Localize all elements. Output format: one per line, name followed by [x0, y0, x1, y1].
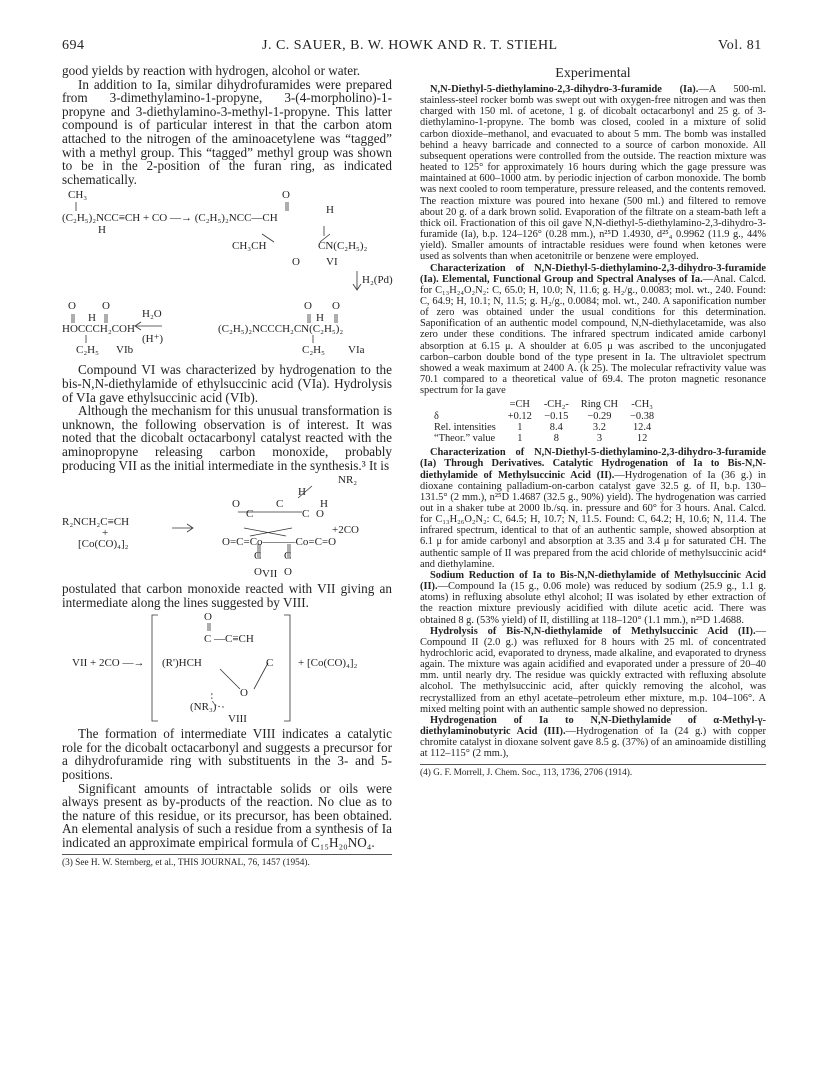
cobalt-core: O=C=Co———Co=C=O	[222, 536, 337, 549]
subheading: Hydrogenation of Ia to N,N-Diethylamide of α-Methyl-γ-diethylaminobutyric Acid (III).	[420, 714, 766, 738]
carbon-label: C	[246, 508, 254, 521]
compound-VIa-formula: (C₂H₅)₂NCCCH₂CN(C₂H₅)₂	[218, 323, 344, 336]
paragraph: postulated that carbon monoxide reacted with VII giving an intermediate along the lines suggested by VIII.	[62, 581, 392, 610]
table-cell: 12	[636, 432, 648, 444]
experimental-paragraph	[420, 626, 766, 715]
alkyne-fragment: —C≡CH	[214, 633, 254, 646]
hydrogen-label: H	[298, 486, 306, 499]
table-cell: 8.4	[549, 421, 563, 433]
carbon-label: C	[284, 550, 292, 563]
carbonyl-o: O	[332, 300, 340, 313]
reagent-label: (H⁺)	[142, 333, 164, 346]
reaction-equation: (C₂H₅)₂NCC≡CH + CO —→ (C₂H₅)₂NCC—CH	[62, 212, 278, 225]
paragraph-body: —Anal. Calcd. for C₁₃H₂₄O₂N₂: C, 65.0; H, 10.0; N, 11.6; g. H₂/g., 0.0083; mol. wt., 240. Found: C, 64.9; H, 10.1; N, 11.5; g. H₂/g., 0.0084; mol. wt., 240. A saponification number of zero was obtained under the usual conditions for this determination. Saponification of an authentic model compound, N,N-diethylacetamide, was also zero under these conditions. The infrared spectrum indicated amide carbonyl absorption at 6.15 μ. A shoulder at 6.05 μ was ascribed to the unconjugated carbon–carbon double bond of the type present in Ia. The ultraviolet spectrum showed a weak maximum at 2400 A. (k 25). The molecular refractivity value was 70.1 compared to a theoretical value of 69.4. The proton magnetic resonance spectrum for Ia gave	[420, 273, 766, 397]
table-header-row	[434, 399, 660, 410]
compound-label-VIII: VIII	[228, 713, 247, 726]
carbon-label: C	[302, 508, 310, 521]
hydrogen-label: H	[316, 312, 324, 325]
cobalt-carbonyl: [Co(CO)₄]₂	[78, 538, 129, 551]
paragraph: In addition to Ia, similar dihydrofuramides were prepared from 3-dimethylamino-1-propyne, 3-(4-morpholino)-1-propyne and 3-diethylamino-3-methyl-1-propyne. This latter compound is of particular interest in that the carbon atom attached to the nitrogen of the aminoacetylene was “tagged” with a methyl group. This “tagged” methyl group was shown to be in the 2-position of the furan ring, as indicated schematically.	[62, 76, 392, 187]
hydrogen-label: H	[326, 204, 334, 217]
amine-group: NR₂	[338, 474, 358, 487]
paragraph-body: —Hydrogenation of Ia (36 g.) in dioxane containing palladium-on-carbon catalyst gave 32.5 g. of II, b.p. 130–131.5° (2 mm.), n²⁵D 1.4687 (32.5 g., 90%) yield). The hydrogenation was carried out in a shaker tube at 2000 lb./sq. in. pressure and 60° for 3 hours. Anal. Calcd. for C₁₃H₂₆O₂N₂: C, 64.5; H, 10.7; N, 11.5. Found: C, 64.2; H, 10.6; N, 11.4. The infrared spectrum, identical to that of an authentic sample, showed absorption at 6.1 μ for amide carbonyl and absorption at 3.35 and 3.4 μ for saturated CH. The authentic sample of II was prepared from the acid chloride of methylsuccinic acid⁴ and diethylamine.	[420, 469, 766, 570]
paragraph-body: —Compound Ia (15 g., 0.06 mole) was reduced by sodium (25.9 g., 1.1 g. atoms) in refluxing absolute ethyl alcohol; II was isolated by ether extraction of the reaction mixture previously acidified with dilute acetic acid. There was obtained 8 g. (53% yield) of II, distilling at 118–120° (1.1 mm.), n²⁵D 1.4688.	[420, 581, 766, 626]
paragraph-body: —A 500-ml. stainless-steel rocker bomb was swept out with oxygen-free nitrogen and was then charged with 150 ml. of acetone, 1 g. of dicobalt octacarbonyl and 25 g. of 3-diethylamino-1-propyne. The bomb was closed, cooled in a mixture of solid carbon dioxide–methanol, and evacuated to about 5 mm. The bomb was installed behind a heavy barricade and connected to a source of carbon monoxide. All subsequent operations were controlled from the outside. The reaction mixture was heated to 125° for approximately 16 hours during which the gage pressure was maintained at 600–1000 atm. by periodic injection of carbon monoxide. The bomb was next cooled to room temperature, pressure released, and the contents removed. The reaction mixture was poured into hexane (500 ml.) and filtered to remove about 20 g. of a dark brown solid. Evaporation of the filtrate on a steam-bath left a thick oil. Fractionation of this oil gave N,N-diethyl-5-diethylamino-2,3-dihydro-3-furamide (Ia), b.p. 124–126° (0.28 mm.), n²⁵D 1.4930, d²⁵₄ 0.9962 (11.9 g., 44% yield). Smaller amounts of intractable residues were found when ketones were used as solvents than when acetonitrile or benzene were employed.	[420, 84, 766, 263]
plus-sign: +	[102, 527, 109, 540]
ethyl-label: C₂H₅	[302, 344, 325, 357]
amine-group: (NR₃)	[190, 701, 217, 714]
carbonyl-o: O	[204, 611, 212, 624]
table-cell: 1	[517, 421, 523, 433]
page-number: 694	[62, 38, 85, 53]
experimental-paragraph	[420, 84, 766, 263]
subheading: Characterization of N,N-Diethyl-5-diethylamino-2,3-dihydro-3-furamide (Ia). Elemental, Functional Group and Spectral Analyses of Ia.	[420, 262, 766, 285]
volume-label: Vol. 81	[718, 38, 762, 53]
table-header: =CH	[509, 399, 530, 411]
reaction-scheme-3	[62, 609, 392, 727]
ethyl-label: C₂H₅	[76, 344, 99, 357]
table-header: -CH₃	[631, 399, 653, 411]
left-column	[62, 64, 392, 869]
paragraph-body: —Hydrogenation of Ia (24 g.) with copper chromite catalyst in dioxane solvent gave 8.5 g. (37%) of an aminoamide distilling at 112–115° (2 mm.),	[420, 726, 766, 760]
table-cell: 8	[553, 432, 559, 444]
table-cell: “Theor.” value	[434, 432, 496, 444]
paragraph: Compound VI was characterized by hydrogenation to the bis-N,N-diethylamide of ethylsuccinic acid (VIa). Hydrolysis of VIa gave ethylsuccinic acid (VIb).	[62, 362, 392, 405]
subheading: Characterization of N,N-Diethyl-5-diethylamino-2,3-dihydro-3-furamide (Ia) Through Derivatives. Catalytic Hydrogenation of Ia to Bis-N,N-diethylamide of Methylsuccinic Acid (II).	[420, 447, 766, 481]
table-header: Ring CH	[580, 399, 619, 411]
compound-label-VIb: VIb	[116, 344, 134, 357]
experimental-paragraph	[420, 715, 766, 760]
ring-fragment: (R')HCH	[162, 657, 202, 670]
table-row	[434, 433, 660, 444]
footnote-3: (3) See H. W. Sternberg, et al., THIS JOURNAL, 76, 1457 (1954).	[62, 854, 392, 869]
subheading: Sodium Reduction of Ia to Bis-N,N-diethylamide of Methylsuccinic Acid (II).	[420, 569, 766, 593]
reaction-scheme-1	[62, 186, 392, 431]
hydrogen-label: H	[98, 224, 106, 237]
subheading: Hydrolysis of Bis-N,N-diethylamide of Methylsuccinic Acid (II).	[430, 625, 756, 637]
experimental-paragraph	[420, 447, 766, 570]
aminopropyne-formula: R₂NCH₂C≡CH	[62, 516, 130, 529]
paragraph: good yields by reaction with hydrogen, alcohol or water.	[62, 63, 361, 78]
reaction-left: VII + 2CO —→	[72, 657, 145, 670]
methyl-label: CH₃	[68, 189, 88, 202]
carbonyl-o: O	[68, 300, 76, 313]
table-row	[434, 422, 660, 433]
compound-VIb-formula: HOCCCH₂COH	[62, 323, 135, 336]
carbonyl-o: O	[102, 300, 110, 313]
carbonyl-o: O	[304, 300, 312, 313]
paragraph: Although the mechanism for this unusual transformation is unknown, the following observation is of interest. It was noted that the dicobalt octacarbonyl catalyst reacted with the aminopropyne releasing carbon monoxide, probably producing VII as the initial intermediate in the synthesis.³ It is	[62, 403, 392, 473]
carbonyl-o: O	[254, 566, 262, 579]
paragraph-body: —Compound II (2.0 g.) was refluxed for 8 hours with 25 ml. of concentrated hydrochloric acid, evaporated to dryness, made alkaline, and evaporated to dryness again. The mixture was again acidified and evaporated under a pressure of 20–40 mm. until nearly dry. The residue was quickly extracted with refluxing absolute alcohol. The methylsuccinic acid, after quickly removing the alcohol, was recrystallized from an ethyl acetate–petroleum ether mixture, m.p. 104–106°. A mixed melting point with an authentic sample showed no depression.	[420, 625, 766, 715]
table-cell: Rel. intensities	[434, 421, 496, 433]
ring-fragment: CH₃CH	[232, 240, 267, 253]
table-header	[434, 399, 502, 410]
ring-fragment: CN(C₂H₅)₂	[318, 240, 368, 253]
paragraph: The formation of intermediate VIII indicates a catalytic role for the dicobalt octacarbonyl and suggests a precursor for a dihydrofuramide ring with substituents in the 3- and 5-positions.	[62, 726, 392, 783]
table-cell: 3.2	[592, 421, 606, 433]
carbonyl-o: O	[282, 189, 290, 202]
section-heading-experimental: Experimental	[555, 66, 631, 81]
table-cell: 1	[517, 432, 523, 444]
cobalt-carbonyl: + [Co(CO)₄]₂	[298, 657, 358, 670]
table-cell: 3	[596, 432, 603, 444]
carbon-label: C	[266, 657, 274, 670]
table-cell: 12.4	[632, 421, 652, 433]
table-cell: +0.12	[507, 410, 532, 422]
subheading: N,N-Diethyl-5-diethylamino-2,3-dihydro-3-furamide (Ia).	[430, 84, 699, 95]
table-cell: −0.15	[544, 410, 569, 422]
carbon-label: C	[204, 633, 212, 646]
compound-label-VIa: VIa	[348, 344, 365, 357]
ring-oxygen: O	[292, 256, 300, 269]
plus-co: +2CO	[332, 524, 359, 537]
hydrogen-label: H	[320, 498, 328, 511]
table-header: -CH₂-	[543, 399, 569, 411]
reagent-label: H₂O	[142, 308, 162, 321]
reaction-scheme-2	[62, 472, 392, 582]
reagent-label: H₂(Pd)	[362, 274, 393, 287]
table-cell: −0.38	[630, 410, 655, 422]
paragraph: Significant amounts of intractable solids or oils were always present as by-products of the reaction. No clue as to the nature of this residue, or its precursor, has been obtained. An elemental analysis of such a residue from a synthesis of Ia indicated an approximate empirical formula of C₁₅H₂₀NO₄.	[62, 780, 392, 851]
compound-label-VII: VII	[262, 568, 278, 581]
right-column	[420, 66, 766, 779]
running-head-authors: J. C. SAUER, B. W. HOWK AND R. T. STIEHL	[262, 38, 558, 53]
carbonyl-o: O	[232, 498, 240, 511]
nmr-table	[434, 399, 660, 444]
compound-label-VI: VI	[326, 256, 338, 269]
hydrogen-label: H	[88, 312, 96, 325]
table-cell: δ	[434, 410, 439, 422]
ring-oxygen: O	[240, 687, 248, 700]
carbonyl-o: O	[284, 566, 292, 579]
experimental-paragraph	[420, 570, 766, 626]
footnote-4: (4) G. F. Morrell, J. Chem. Soc., 113, 1736, 2706 (1914).	[420, 764, 766, 779]
table-row	[434, 411, 660, 422]
carbon-label: C	[254, 550, 262, 563]
experimental-paragraph	[420, 263, 766, 397]
carbonyl-o: O	[316, 508, 324, 521]
table-cell: −0.29	[587, 410, 612, 422]
carbon-label: C	[276, 498, 284, 511]
